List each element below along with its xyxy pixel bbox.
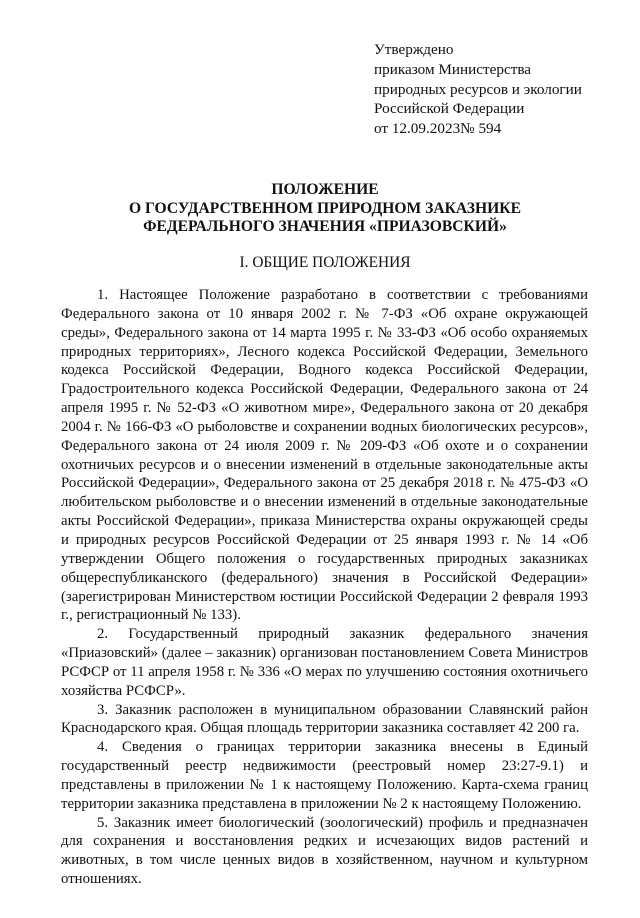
approval-line: приказом Министерства [374,60,532,78]
paragraph: 3. Заказник расположен в муниципальном образовании Славянский район Краснодарского края. Общая площадь территории заказника составляет 42 200 га. [61,701,588,737]
paragraph: 2. Государственный природный заказник федерального значения «Приазовский» (далее – заказник) организован постановлением Совета Министров РСФСР от 11 апреля 1958 г. № 336 «О мерах по улучшению состояния охотничьего хозяйства РСФСР». [61,626,588,699]
approval-line: Утверждено [374,41,454,58]
title-line: ФЕДЕРАЛЬНОГО ЗНАЧЕНИЯ «ПРИАЗОВСКИЙ» [143,218,507,236]
approval-line: Российской Федерации [374,100,525,118]
title-line: ПОЛОЖЕНИЕ [271,181,379,198]
paragraph: 4. Сведения о границах территории заказника внесены в Единый государственный реестр недвижимости (реестровый номер 23:27-9.1) и представлены в приложении № 1 к настоящему Положению. Карта-схема границ территории заказника представлена в приложении № 2 к настоящему Положению. [61,739,588,812]
title-line: О ГОСУДАРСТВЕННОМ ПРИРОДНОМ ЗАКАЗНИКЕ [128,199,522,217]
approval-stamp [374,40,624,139]
document-body [61,286,588,889]
paragraph: 1. Настоящее Положение разработано в соответствии с требованиями Федерального закона от 10 января 2002 г. № 7-ФЗ «Об охране окружающей среды», Федерального закона от 14 марта 1995 г. № 33-ФЗ «Об особо охраняемых природных территориях», Лесного кодекса Российской Федерации, Земельного кодекса Российской Федерации, Водного кодекса Российской Федерации, Градостроительного кодекса Российской Федерации, Федерального закона от 24 апреля 1995 г. № 52-ФЗ «О животном мире», Федерального закона от 20 декабря 2004 г. № 166-ФЗ «О рыболовстве и сохранении водных биологических ресурсов», Федерального закона от 24 июля 2009 г. № 209-ФЗ «Об охоте и о сохранении охотничьих ресурсов и о внесении изменений в отдельные законодательные акты Российской Федерации», Федерального закона от 25 декабря 2018 г. № 475-ФЗ «О любительском рыболовстве и о внесении изменений в отдельные законодательные акты Российской Федерации», приказа Министерства охраны окружающей среды и природных ресурсов Российской Федерации от 25 января 1993 г. № 14 «Об утверждении Общего положения о государственных природных заказниках общереспубликанского (федерального) значения в Российской Федерации» (зарегистрирован Министерством юстиции Российской Федерации 2 февраля 1993 г., регистрационный № 133). [61,287,588,624]
approval-line: от 12.09.2023№ 594 [374,120,502,138]
document-title [60,181,590,237]
paragraph: 5. Заказник имеет биологический (зоологический) профиль и предназначен для сохранения и восстановления редких и исчезающих видов растений и животных, в том числе ценных видов в хозяйственном, научном и культурном отношениях. [61,814,588,888]
approval-line: природных ресурсов и экологии [374,80,582,98]
section-heading: I. ОБЩИЕ ПОЛОЖЕНИЯ [239,254,411,271]
